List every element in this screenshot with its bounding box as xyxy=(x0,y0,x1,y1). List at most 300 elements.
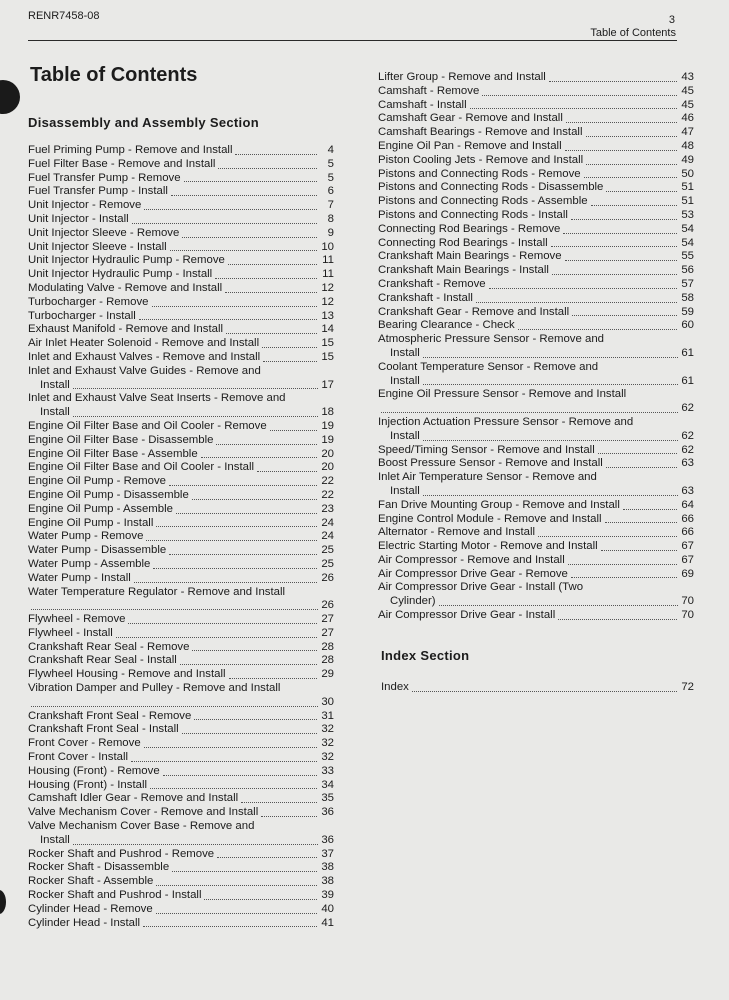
toc-entry-title: Flywheel Housing - Remove and Install xyxy=(28,668,226,681)
toc-page-number: 41 xyxy=(321,916,334,929)
toc-entry xyxy=(28,517,334,531)
dot-leader xyxy=(563,233,677,234)
toc-entry xyxy=(28,710,334,724)
toc-entry-title: Housing (Front) - Remove xyxy=(28,764,160,777)
dot-leader xyxy=(73,388,319,389)
toc-page-number: 7 xyxy=(327,199,334,212)
dot-leader xyxy=(73,416,319,417)
dot-leader xyxy=(606,191,677,192)
toc-entry xyxy=(378,223,694,237)
toc-page-number: 67 xyxy=(681,553,694,566)
toc-page-number: 17 xyxy=(321,378,334,391)
toc-entry xyxy=(378,126,694,140)
toc-entry-title: Index xyxy=(381,681,409,693)
toc-entry-title: Bearing Clearance - Check xyxy=(378,319,515,332)
dot-leader xyxy=(169,485,317,486)
toc-entry-title: Fuel Transfer Pump - Remove xyxy=(28,171,181,184)
toc-entry xyxy=(378,319,694,333)
toc-entry xyxy=(28,530,334,544)
dot-leader xyxy=(470,108,677,109)
toc-entry-title: Engine Oil Pump - Disassemble xyxy=(28,488,189,501)
toc-entry xyxy=(28,199,334,213)
toc-entry-title: Camshaft - Remove xyxy=(378,84,480,97)
toc-entry-title: Engine Oil Filter Base - Disassemble xyxy=(28,433,214,446)
toc-entry-title: Camshaft Gear - Remove and Install xyxy=(378,112,563,125)
toc-page-number: 54 xyxy=(681,236,694,249)
dot-leader xyxy=(31,609,318,610)
dot-leader xyxy=(73,844,319,845)
toc-page-number: 32 xyxy=(321,751,334,764)
dot-leader xyxy=(476,302,677,303)
toc-page-number: 61 xyxy=(681,374,694,387)
toc-page-number: 30 xyxy=(321,695,334,708)
dot-leader xyxy=(586,136,678,137)
toc-entry xyxy=(378,278,694,292)
toc-entry-title: Water Pump - Remove xyxy=(28,530,144,543)
toc-entry-title: Atmospheric Pressure Sensor - Remove and xyxy=(378,333,605,346)
toc-page-number: 26 xyxy=(321,599,334,612)
dot-leader xyxy=(218,168,317,169)
toc-entry-title: Piston Cooling Jets - Remove and Install xyxy=(378,153,584,166)
dot-leader xyxy=(182,733,317,734)
dot-leader xyxy=(156,526,317,527)
dot-leader xyxy=(566,122,677,123)
document-id: RENR7458-08 xyxy=(28,10,100,22)
toc-entry-title: Coolant Temperature Sensor - Remove and xyxy=(378,360,599,373)
toc-entry-title: Crankshaft - Install xyxy=(378,291,473,304)
toc-entry-title: Engine Oil Filter Base - Assemble xyxy=(28,447,198,460)
toc-entry-title-cont: Cylinder) xyxy=(390,595,436,608)
running-title: Table of Contents xyxy=(590,27,676,39)
dot-leader xyxy=(605,522,677,523)
toc-entry xyxy=(378,457,694,471)
toc-entry xyxy=(28,654,334,668)
toc-entry-title: Flywheel - Install xyxy=(28,626,113,639)
dot-leader xyxy=(176,513,317,514)
binding-edge-mark xyxy=(0,890,6,914)
toc-entry xyxy=(28,392,334,420)
dot-leader xyxy=(146,540,317,541)
toc-page-number: 49 xyxy=(681,153,694,166)
toc-page-number: 63 xyxy=(681,457,694,470)
toc-page-number: 28 xyxy=(321,640,334,653)
toc-entry-title: Boost Pressure Sensor - Remove and Install xyxy=(378,457,603,470)
toc-entry xyxy=(28,792,334,806)
dot-leader xyxy=(572,315,677,316)
toc-entry xyxy=(28,765,334,779)
toc-entry xyxy=(378,554,694,568)
toc-page-number: 33 xyxy=(321,764,334,777)
toc-page-number: 50 xyxy=(681,167,694,180)
toc-entry-title: Fuel Priming Pump - Remove and Install xyxy=(28,144,233,156)
toc-entry xyxy=(378,361,694,389)
toc-entry-title: Engine Control Module - Remove and Install xyxy=(378,512,602,525)
toc-entry-title-cont: Install xyxy=(390,374,420,387)
dot-leader xyxy=(134,582,317,583)
dot-leader xyxy=(423,357,679,358)
toc-entry xyxy=(28,475,334,489)
dot-leader xyxy=(143,926,317,927)
toc-page-number: 38 xyxy=(321,875,334,888)
toc-entry xyxy=(28,627,334,641)
dot-leader xyxy=(262,347,317,348)
toc-entry-title: Crankshaft Rear Seal - Remove xyxy=(28,640,190,653)
toc-page-number: 9 xyxy=(327,226,334,239)
toc-entry-title: Rocker Shaft - Assemble xyxy=(28,875,154,888)
toc-entry-title: Engine Oil Pump - Install xyxy=(28,516,154,529)
dot-leader xyxy=(152,306,318,307)
toc-page-number: 32 xyxy=(321,737,334,750)
dot-leader xyxy=(150,788,317,789)
dot-leader xyxy=(568,564,677,565)
toc-page-number: 64 xyxy=(681,498,694,511)
dot-leader xyxy=(584,177,677,178)
toc-page-number: 67 xyxy=(681,540,694,553)
toc-page-number: 62 xyxy=(681,429,694,442)
toc-entry xyxy=(28,848,334,862)
toc-entry-title: Speed/Timing Sensor - Remove and Install xyxy=(378,443,595,456)
dot-leader xyxy=(538,536,677,537)
toc-entry xyxy=(28,420,334,434)
toc-page-number: 54 xyxy=(681,222,694,235)
toc-entry xyxy=(28,365,334,393)
toc-entry-title: Vibration Damper and Pulley - Remove and Install xyxy=(28,682,281,695)
toc-entry-title: Unit Injector - Remove xyxy=(28,199,142,212)
dot-leader xyxy=(131,761,317,762)
toc-entry xyxy=(28,806,334,820)
toc-entry-title: Engine Oil Pump - Assemble xyxy=(28,502,173,515)
toc-page-number: 4 xyxy=(327,144,334,156)
toc-entry xyxy=(378,416,694,444)
dot-leader xyxy=(225,292,317,293)
toc-entry-title: Pistons and Connecting Rods - Remove xyxy=(378,167,581,180)
section-heading-index: Index Section xyxy=(381,648,470,663)
dot-leader xyxy=(586,164,677,165)
toc-entry-title: Water Pump - Disassemble xyxy=(28,544,167,557)
toc-entry xyxy=(28,737,334,751)
toc-entry-title: Pistons and Connecting Rods - Disassemble xyxy=(378,181,604,194)
toc-entry xyxy=(28,668,334,682)
dot-leader xyxy=(601,550,677,551)
dot-leader xyxy=(204,899,317,900)
toc-entry-title: Turbocharger - Remove xyxy=(28,295,149,308)
toc-entry xyxy=(28,861,334,875)
toc-entry-title: Unit Injector Sleeve - Install xyxy=(28,240,167,253)
toc-entry-title: Turbocharger - Install xyxy=(28,309,136,322)
toc-entry xyxy=(378,168,694,182)
toc-entry-title: Camshaft - Install xyxy=(378,98,467,111)
toc-entry xyxy=(28,820,334,848)
dot-leader xyxy=(241,802,317,803)
toc-entry-title: Engine Oil Pan - Remove and Install xyxy=(378,139,562,152)
dot-leader xyxy=(381,412,678,413)
toc-entry xyxy=(28,489,334,503)
toc-page-number: 39 xyxy=(321,889,334,902)
toc-page-number: 24 xyxy=(321,530,334,543)
toc-entry-title-cont: Install xyxy=(390,429,420,442)
dot-leader xyxy=(565,260,677,261)
toc-entry xyxy=(28,268,334,282)
toc-page-number: 19 xyxy=(321,419,334,432)
toc-page-number: 70 xyxy=(681,595,694,608)
toc-entry-title: Fuel Filter Base - Remove and Install xyxy=(28,157,216,170)
toc-entry xyxy=(378,306,694,320)
toc-page-number: 11 xyxy=(322,254,334,267)
toc-page-number: 36 xyxy=(321,806,334,819)
dot-leader xyxy=(144,747,317,748)
toc-entry xyxy=(378,209,694,223)
toc-entry xyxy=(28,544,334,558)
dot-leader xyxy=(606,467,677,468)
toc-entry xyxy=(28,213,334,227)
toc-page-number: 32 xyxy=(321,723,334,736)
toc-entry-title: Cylinder Head - Remove xyxy=(28,902,153,915)
toc-page-number: 36 xyxy=(321,833,334,846)
dot-leader xyxy=(571,577,677,578)
toc-page-number: 5 xyxy=(327,171,334,184)
dot-leader xyxy=(128,623,317,624)
toc-page-number: 25 xyxy=(321,544,334,557)
toc-entry xyxy=(378,568,694,582)
toc-entry xyxy=(28,779,334,793)
dot-leader xyxy=(591,205,677,206)
dot-leader xyxy=(261,816,317,817)
toc-page-number: 6 xyxy=(327,185,334,198)
toc-entry xyxy=(28,351,334,365)
toc-page-number: 45 xyxy=(681,98,694,111)
dot-leader xyxy=(139,319,317,320)
toc-column-index xyxy=(381,681,694,695)
toc-entry xyxy=(28,723,334,737)
toc-entry xyxy=(378,112,694,126)
toc-entry-title: Unit Injector - Install xyxy=(28,212,129,225)
dot-leader xyxy=(156,885,317,886)
toc-entry-title: Connecting Rod Bearings - Remove xyxy=(378,222,561,235)
dot-leader xyxy=(565,150,677,151)
toc-page-number: 45 xyxy=(681,84,694,97)
toc-page-number: 19 xyxy=(321,433,334,446)
toc-page-number: 14 xyxy=(321,323,334,336)
dot-leader xyxy=(217,857,317,858)
dot-leader xyxy=(156,913,317,914)
toc-entry xyxy=(28,144,334,158)
toc-entry-title: Housing (Front) - Install xyxy=(28,778,148,791)
toc-entry xyxy=(28,751,334,765)
dot-leader xyxy=(412,691,677,692)
section-heading-disassembly: Disassembly and Assembly Section xyxy=(28,115,259,130)
toc-entry-title: Unit Injector Hydraulic Pump - Remove xyxy=(28,254,225,267)
toc-entry-title: Engine Oil Filter Base and Oil Cooler - Install xyxy=(28,461,255,474)
toc-page-number: 51 xyxy=(681,195,694,208)
toc-page-number: 53 xyxy=(681,208,694,221)
toc-entry xyxy=(378,540,694,554)
dot-leader xyxy=(216,444,317,445)
toc-page-number: 28 xyxy=(321,654,334,667)
toc-entry-title: Electric Starting Motor - Remove and Install xyxy=(378,540,598,553)
toc-entry xyxy=(28,641,334,655)
toc-entry-title: Camshaft Idler Gear - Remove and Install xyxy=(28,792,239,805)
toc-entry-title: Pistons and Connecting Rods - Install xyxy=(378,208,568,221)
toc-page-number: 66 xyxy=(681,526,694,539)
toc-entry xyxy=(28,434,334,448)
toc-page-number: 56 xyxy=(681,264,694,277)
toc-entry xyxy=(378,292,694,306)
toc-page-number: 63 xyxy=(681,484,694,497)
toc-entry-title: Air Compressor Drive Gear - Install xyxy=(378,609,556,622)
toc-page-number: 47 xyxy=(681,126,694,139)
toc-page-number: 55 xyxy=(681,250,694,263)
toc-entry-title: Air Inlet Heater Solenoid - Remove and Install xyxy=(28,337,260,350)
toc-page-number: 22 xyxy=(321,488,334,501)
page-title: Table of Contents xyxy=(30,64,198,86)
toc-entry-title: Inlet Air Temperature Sensor - Remove and xyxy=(378,471,597,484)
toc-entry-title: Lifter Group - Remove and Install xyxy=(378,71,546,83)
toc-entry-title: Camshaft Bearings - Remove and Install xyxy=(378,126,583,139)
toc-entry-title: Water Pump - Install xyxy=(28,571,131,584)
toc-page-number: 35 xyxy=(321,792,334,805)
dot-leader xyxy=(482,95,677,96)
toc-page-number: 62 xyxy=(681,443,694,456)
toc-page-number: 23 xyxy=(321,502,334,515)
header-rule xyxy=(28,40,677,41)
toc-page-number: 24 xyxy=(321,516,334,529)
toc-page-number: 20 xyxy=(321,461,334,474)
toc-entry xyxy=(28,172,334,186)
toc-entry-title: Engine Oil Filter Base and Oil Cooler - Remove xyxy=(28,419,267,432)
toc-entry-title: Rocker Shaft and Pushrod - Install xyxy=(28,889,202,902)
dot-leader xyxy=(201,457,317,458)
toc-entry xyxy=(378,609,694,623)
toc-entry xyxy=(378,264,694,278)
toc-page-number: 70 xyxy=(681,609,694,622)
toc-entry-title: Pistons and Connecting Rods - Assemble xyxy=(378,195,588,208)
toc-entry xyxy=(378,250,694,264)
toc-page-number: 34 xyxy=(321,778,334,791)
dot-leader xyxy=(172,871,317,872)
toc-entry xyxy=(28,613,334,627)
dot-leader xyxy=(153,568,317,569)
toc-entry-title: Crankshaft Main Bearings - Install xyxy=(378,264,549,277)
toc-page-number: 37 xyxy=(321,847,334,860)
toc-page-number: 40 xyxy=(321,902,334,915)
dot-leader xyxy=(623,509,677,510)
dot-leader xyxy=(257,471,317,472)
toc-entry-title: Front Cover - Remove xyxy=(28,737,141,750)
toc-entry-title: Crankshaft - Remove xyxy=(378,277,486,290)
toc-page-number: 66 xyxy=(681,512,694,525)
toc-entry-title-cont: Install xyxy=(40,833,70,846)
toc-entry-title: Air Compressor - Remove and Install xyxy=(378,553,565,566)
dot-leader xyxy=(144,209,317,210)
toc-page-number: 13 xyxy=(321,309,334,322)
dot-leader xyxy=(229,678,317,679)
dot-leader xyxy=(423,495,679,496)
toc-entry-title: Air Compressor Drive Gear - Remove xyxy=(378,567,568,580)
toc-entry xyxy=(28,903,334,917)
toc-page-number: 12 xyxy=(321,295,334,308)
toc-entry-title-cont: Install xyxy=(390,346,420,359)
toc-entry-title: Exhaust Manifold - Remove and Install xyxy=(28,323,224,336)
toc-entry-title: Inlet and Exhaust Valve Seat Inserts - Remove and xyxy=(28,392,286,405)
dot-leader xyxy=(194,719,317,720)
toc-entry-title: Modulating Valve - Remove and Install xyxy=(28,281,223,294)
toc-entry-title-cont: Install xyxy=(40,378,70,391)
toc-page-number: 25 xyxy=(321,557,334,570)
dot-leader xyxy=(423,384,679,385)
toc-page-number: 12 xyxy=(321,281,334,294)
toc-page-number: 20 xyxy=(321,447,334,460)
toc-entry-title: Crankshaft Front Seal - Remove xyxy=(28,709,192,722)
toc-entry xyxy=(378,71,694,85)
dot-leader xyxy=(549,81,677,82)
toc-entry-title: Connecting Rod Bearings - Install xyxy=(378,236,548,249)
toc-entry-title: Fuel Transfer Pump - Install xyxy=(28,185,168,198)
toc-entry-title: Rocker Shaft and Pushrod - Remove xyxy=(28,847,215,860)
toc-entry xyxy=(378,85,694,99)
toc-page-number: 51 xyxy=(681,181,694,194)
toc-page-number: 59 xyxy=(681,305,694,318)
toc-entry-title: Fan Drive Mounting Group - Remove and Install xyxy=(378,498,620,511)
dot-leader xyxy=(571,219,677,220)
dot-leader xyxy=(551,246,677,247)
toc-entry-title: Water Pump - Assemble xyxy=(28,557,151,570)
toc-entry-title: Cylinder Head - Install xyxy=(28,916,141,929)
dot-leader xyxy=(215,278,317,279)
toc-page-number: 72 xyxy=(681,681,694,693)
toc-entry-title: Flywheel - Remove xyxy=(28,613,126,626)
toc-entry xyxy=(28,323,334,337)
toc-page-number: 31 xyxy=(321,709,334,722)
dot-leader xyxy=(192,499,317,500)
toc-page-number: 69 xyxy=(681,567,694,580)
dot-leader xyxy=(192,650,317,651)
toc-page-number: 46 xyxy=(681,112,694,125)
page-number: 3 xyxy=(668,14,675,26)
dot-leader xyxy=(31,706,318,707)
toc-entry xyxy=(378,499,694,513)
toc-entry xyxy=(28,241,334,255)
toc-entry xyxy=(28,337,334,351)
dot-leader xyxy=(423,440,679,441)
toc-entry-title: Crankshaft Main Bearings - Remove xyxy=(378,250,562,263)
toc-entry xyxy=(28,558,334,572)
toc-entry xyxy=(28,310,334,324)
toc-page-number: 38 xyxy=(321,861,334,874)
toc-entry xyxy=(28,448,334,462)
toc-entry-title: Crankshaft Gear - Remove and Install xyxy=(378,305,570,318)
toc-entry-title: Inlet and Exhaust Valve Guides - Remove and xyxy=(28,364,261,377)
dot-leader xyxy=(169,554,317,555)
toc-entry-title: Alternator - Remove and Install xyxy=(378,526,536,539)
dot-leader xyxy=(489,288,677,289)
dot-leader xyxy=(228,264,317,265)
toc-page-number: 60 xyxy=(681,319,694,332)
toc-entry xyxy=(378,181,694,195)
dot-leader xyxy=(552,274,677,275)
toc-entry xyxy=(28,185,334,199)
toc-entry-title: Rocker Shaft - Disassemble xyxy=(28,861,170,874)
toc-entry-title: Valve Mechanism Cover Base - Remove and xyxy=(28,820,255,833)
toc-page-number: 15 xyxy=(321,337,334,350)
toc-entry xyxy=(378,154,694,168)
toc-entry xyxy=(28,889,334,903)
toc-entry-title-cont: Install xyxy=(40,406,70,419)
toc-column-right xyxy=(378,71,694,623)
toc-page-number: 27 xyxy=(321,613,334,626)
toc-page-number: 5 xyxy=(327,157,334,170)
toc-entry-title: Unit Injector Hydraulic Pump - Install xyxy=(28,268,213,281)
dot-leader xyxy=(558,619,677,620)
